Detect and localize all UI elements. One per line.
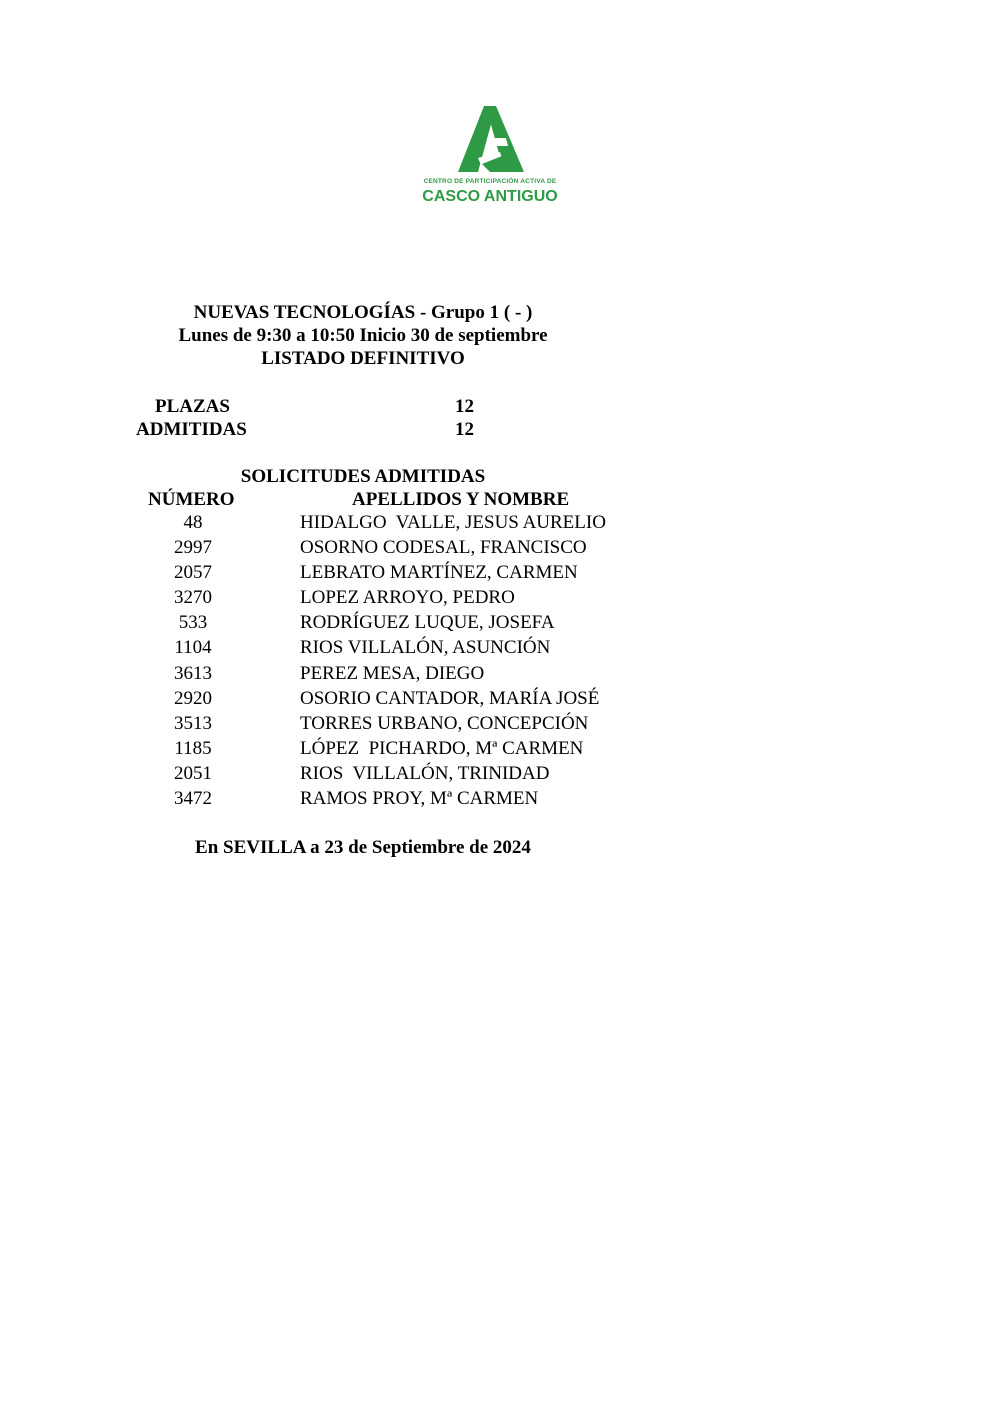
row-name: TORRES URBANO, CONCEPCIÓN [300,712,589,734]
row-number: 2920 [174,687,212,709]
row-number: 3472 [174,788,212,810]
row-name: RIOS VILLALÓN, ASUNCIÓN [300,637,551,659]
admitidas-value: 12 [455,419,474,440]
admitidas-label: ADMITIDAS [136,419,247,440]
list-type: LISTADO DEFINITIVO [261,348,465,369]
plazas-value: 12 [455,396,474,417]
row-name: PEREZ MESA, DIEGO [300,662,485,684]
andalucia-a-icon [456,106,526,174]
table-row [120,738,680,763]
row-name: RIOS VILLALÓN, TRINIDAD [300,762,550,784]
column-header-number: NÚMERO [148,489,235,510]
row-number: 1185 [174,737,212,759]
row-name: HIDALGO VALLE, JESUS AURELIO [300,512,606,533]
row-number: 48 [183,512,203,533]
logo-caption-big: CASCO ANTIGUO [422,188,558,205]
table-row [120,663,680,688]
row-number: 3270 [174,587,212,609]
row-number: 2057 [174,562,212,584]
table-row [120,788,680,813]
row-number: 3513 [174,712,212,734]
row-name: RODRÍGUEZ LUQUE, JOSEFA [300,612,555,634]
row-number: 533 [178,612,208,634]
row-number: 1104 [174,637,212,659]
table-row [120,587,680,612]
row-name: RAMOS PROY, Mª CARMEN [300,788,539,810]
course-schedule: Lunes de 9:30 a 10:50 Inicio 30 de septiembre [178,325,548,346]
row-name: OSORNO CODESAL, FRANCISCO [300,537,587,559]
table-row [120,537,680,562]
center-logo [410,100,570,210]
table-row [120,637,680,662]
row-name: OSORIO CANTADOR, MARÍA JOSÉ [300,687,600,709]
table-row [120,763,680,788]
table-row [120,512,680,537]
table-row [120,562,680,587]
table-row [120,713,680,738]
row-name: LOPEZ ARROYO, PEDRO [300,587,515,609]
row-name: LÓPEZ PICHARDO, Mª CARMEN [300,737,584,759]
table-row [120,688,680,713]
row-name: LEBRATO MARTÍNEZ, CARMEN [300,562,578,584]
admitted-list [120,512,680,813]
row-number: 2051 [174,762,212,784]
row-number: 2997 [174,537,212,559]
plazas-label: PLAZAS [155,396,230,417]
place-date: En SEVILLA a 23 de Septiembre de 2024 [195,837,531,858]
section-title: SOLICITUDES ADMITIDAS [240,466,486,487]
course-title: NUEVAS TECNOLOGÍAS - Grupo 1 ( - ) [193,302,533,323]
column-header-name: APELLIDOS Y NOMBRE [352,489,570,510]
table-row [120,612,680,637]
row-number: 3613 [174,662,212,684]
logo-caption-small: CENTRO DE PARTICIPACIÓN ACTIVA DE [423,178,557,185]
